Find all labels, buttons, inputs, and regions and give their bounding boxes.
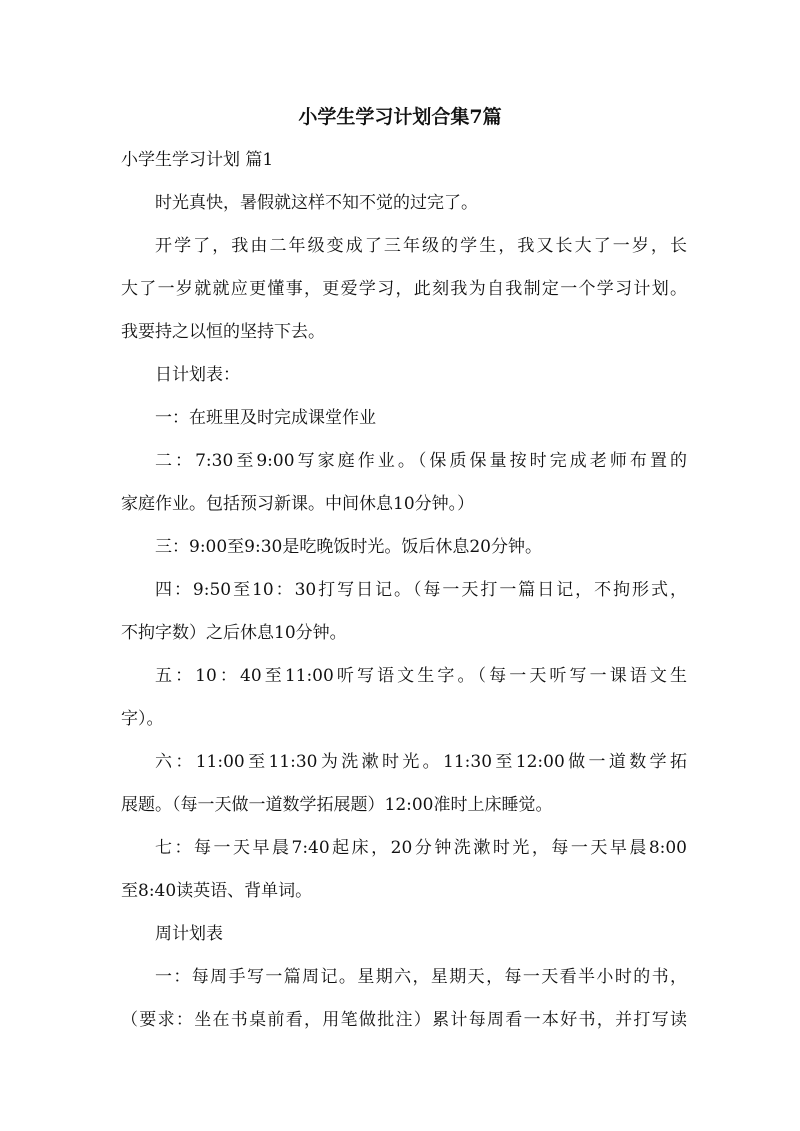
paragraph-line: 一：在班里及时完成课堂作业 [155,408,376,428]
paragraph-line: 周计划表 [155,924,223,944]
paragraph-line: 字）。 [121,709,164,729]
paragraph-line: 一：每周手写一篇周记。星期六，星期天，每一天看半小时的书， [155,967,687,987]
paragraph-line: （要求：坐在书桌前看，用笔做批注）累计每周看一本好书，并打写读 [121,1010,687,1030]
paragraph-line: 我要持之以恒的坚持下去。 [121,322,325,342]
paragraph-line: 二：7:30至9:00写家庭作业。（保质保量按时完成老师布置的 [155,451,687,471]
paragraph-line: 至8:40读英语、背单词。 [121,881,313,901]
paragraph-line: 时光真快，暑假就这样不知不觉的过完了。 [155,193,478,213]
paragraph-line: 大了一岁就就应更懂事，更爱学习，此刻我为自我制定一个学习计划。 [121,279,687,299]
paragraph-line: 家庭作业。包括预习新课。中间休息10分钟。） [121,494,475,514]
section-heading: 小学生学习计划 篇1 [121,150,274,170]
paragraph-line: 七：每一天早晨7:40起床，20分钟洗漱时光，每一天早晨8:00 [155,838,687,858]
paragraph-line: 五：10：40至11:00听写语文生字。（每一天听写一课语文生 [155,666,687,686]
paragraph-line: 不拘字数）之后休息10分钟。 [121,623,347,643]
paragraph-line: 三：9:00至9:30是吃晚饭时光。饭后休息20分钟。 [155,537,542,557]
document-title: 小学生学习计划合集7篇 [298,106,502,128]
paragraph-line: 六：11:00至11:30为洗漱时光。11:30至12:00做一道数学拓 [155,752,687,772]
paragraph-line: 日计划表： [155,365,240,385]
paragraph-line: 展题。（每一天做一道数学拓展题）12:00准时上床睡觉。 [121,795,553,815]
paragraph-line: 四：9:50至10：30打写日记。（每一天打一篇日记，不拘形式， [155,580,687,600]
paragraph-line: 开学了，我由二年级变成了三年级的学生，我又长大了一岁，长 [155,236,687,256]
